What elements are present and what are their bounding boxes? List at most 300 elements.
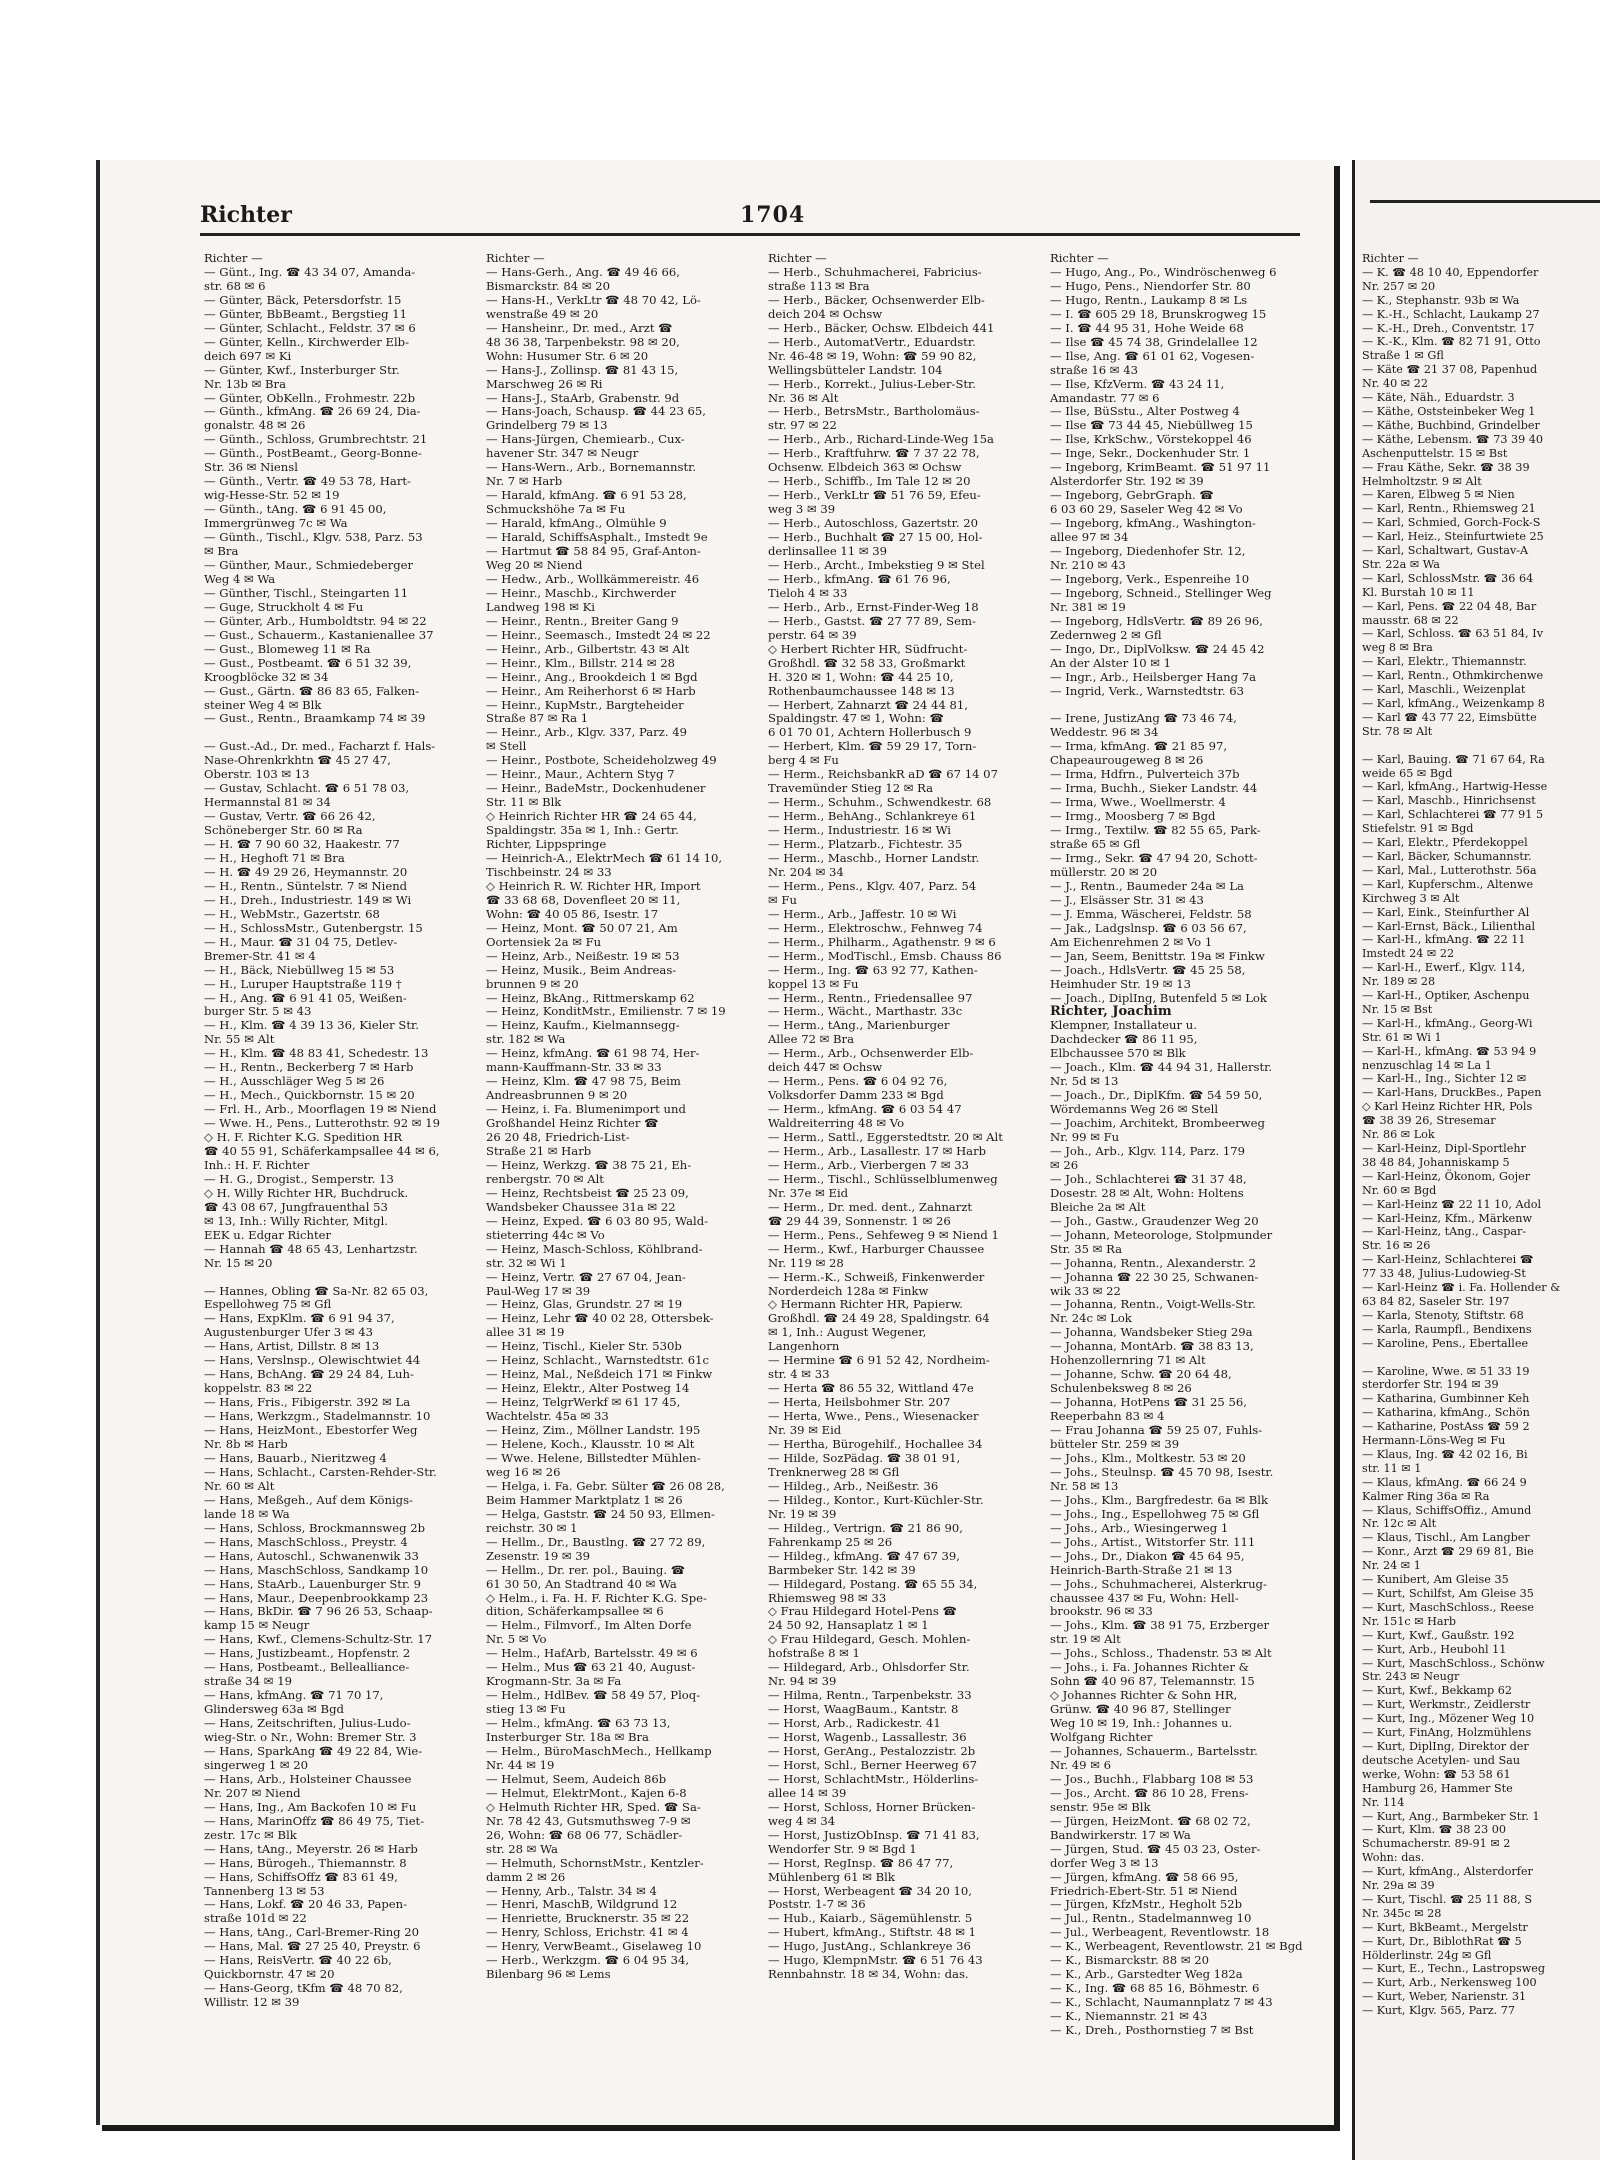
directory-entry-line: Travemünder Stieg 12 ✉ Ra	[768, 781, 934, 796]
directory-entry-line: Ochsenw. Elbdeich 363 ✉ Ochsw	[768, 460, 962, 475]
directory-entry-line: — Herb., Korrekt., Julius-Leber-Str.	[768, 376, 977, 391]
adjacent-entry-line: — Karl, kfmAng., Hartwig-Hesse	[1362, 780, 1548, 794]
directory-entry-line: 26, Wohn: ☎ 68 06 77, Schädler-	[486, 1827, 683, 1842]
adjacent-entry-line: — Kurt, kfmAng., Alsterdorfer	[1362, 1865, 1533, 1879]
directory-entry-line: — Hans, Justizbeamt., Hopfenstr. 2	[204, 1646, 411, 1661]
directory-entry-line: deich 447 ✉ Ochsw	[768, 1060, 883, 1075]
directory-entry-line: — Helene, Koch., Klausstr. 10 ✉ Alt	[486, 1437, 695, 1452]
directory-entry-line: — Herm., Platzarb., Fichtestr. 35	[768, 837, 963, 852]
directory-entry-line: — Herm., Sattl., Eggerstedtstr. 20 ✉ Alt	[768, 1130, 1003, 1145]
directory-entry-line: — Hans-H., VerkLtr ☎ 48 70 42, Lö-	[486, 292, 701, 307]
directory-entry-line: stieterring 44c ✉ Vo	[486, 1227, 605, 1242]
directory-entry-line: Weddestr. 96 ✉ 34	[1050, 725, 1159, 740]
directory-entry-line: — Günth., tAng. ☎ 6 91 45 00,	[204, 502, 387, 517]
directory-entry-line: Hohenzollernring 71 ✉ Alt	[1050, 1353, 1206, 1368]
directory-entry-line: Insterburger Str. 18a ✉ Bra	[486, 1730, 649, 1745]
directory-entry-line: allee 14 ✉ 39	[768, 1785, 847, 1800]
adjacent-entry-line: — Karl, kfmAng., Weizenkamp 8	[1362, 697, 1545, 710]
directory-entry-line: Oberstr. 103 ✉ 13	[204, 767, 310, 782]
directory-entry-line: Wellingsbütteler Landstr. 104	[768, 362, 943, 377]
directory-entry-line: — Gustav, Vertr. ☎ 66 26 42,	[204, 809, 376, 824]
directory-entry-line: — Heinz, Werkzg. ☎ 38 75 21, Eh-	[486, 1157, 692, 1172]
directory-entry-line: Str. 36 ✉ Niensl	[204, 460, 298, 475]
directory-entry-line: — Heinz, Kaufm., Kielmannsegg-	[486, 1018, 680, 1033]
directory-entry-line: — Frau Johanna ☎ 59 25 07, Fuhls-	[1050, 1423, 1263, 1438]
adjacent-entry-line: — Karla, Stenoty, Stiftstr. 68	[1362, 1308, 1524, 1322]
directory-entry-line: Nr. 210 ✉ 43	[1050, 557, 1126, 572]
directory-entry-line: ✉ 13, Inh.: Willy Richter, Mitgl.	[204, 1213, 388, 1228]
directory-entry-line: — Hansheinr., Dr. med., Arzt ☎	[486, 320, 673, 335]
directory-entry-line: — Ingeborg, Diedenhofer Str. 12,	[1050, 544, 1246, 559]
directory-entry-line: Straße 21 ✉ Harb	[486, 1144, 592, 1158]
header-rule	[200, 233, 1300, 236]
directory-entry-line: Rennbahnstr. 18 ✉ 34, Wohn: das.	[768, 1967, 969, 1982]
adjacent-entry-line	[1362, 1351, 1600, 1365]
directory-entry-line: damm 2 ✉ 26	[486, 1869, 566, 1884]
adjacent-entry-line: Nr. 24 ✉ 1	[1362, 1559, 1421, 1573]
directory-entry-line: Schöneberger Str. 60 ✉ Ra	[204, 823, 363, 838]
directory-entry-line: — Helm., kfmAng. ☎ 63 73 13,	[486, 1716, 671, 1731]
directory-entry-line: Bilenbarg 96 ✉ Lems	[486, 1967, 611, 1982]
adjacent-entry-line: — Karl, Bauing. ☎ 71 67 64, Ra	[1362, 752, 1545, 766]
directory-entry-line: ◇ Heinrich Richter HR ☎ 24 65 44,	[486, 809, 697, 824]
directory-entry-line: Tannenberg 13 ✉ 53	[204, 1883, 325, 1898]
adjacent-entry-line: — Karl, Rentn., Othmkirchenwe	[1362, 669, 1544, 683]
directory-entry-line: — J., Rentn., Baumeder 24a ✉ La	[1050, 878, 1244, 893]
directory-entry-line: — H., SchlossMstr., Gutenbergstr. 15	[204, 920, 423, 935]
directory-entry-line: — Henriette, Brucknerstr. 35 ✉ 22	[486, 1911, 690, 1926]
directory-entry-line: — Günth., Vertr. ☎ 49 53 78, Hart-	[204, 474, 411, 489]
directory-entry-line: — Horst, Schl., Berner Heerweg 67	[768, 1757, 978, 1772]
directory-entry-line: — Inge, Sekr., Dockenhuder Str. 1	[1050, 446, 1251, 461]
directory-column-1	[204, 252, 466, 2072]
directory-entry-line: — Johanna ☎ 22 30 25, Schwanen-	[1050, 1269, 1259, 1284]
adjacent-entry-line: — Kurt, Klm. ☎ 38 23 00	[1362, 1823, 1506, 1837]
adjacent-entry-line: weide 65 ✉ Bgd	[1362, 766, 1453, 780]
directory-entry-line: — Heinz, Mal., Neßdeich 171 ✉ Finkw	[486, 1367, 713, 1382]
directory-entry-line: — Günt., Ing. ☎ 43 34 07, Amanda-	[204, 264, 416, 279]
left-margin	[0, 0, 96, 2177]
directory-entry-line: — Hans, SchiffsOffz ☎ 83 61 49,	[204, 1869, 398, 1884]
adjacent-entry-line: — Kurt, Klgv. 565, Parz. 77	[1362, 2004, 1515, 2018]
adjacent-entry-line: Nr. 60 ✉ Bgd	[1362, 1183, 1437, 1197]
directory-entry-line: str. 28 ✉ Wa	[486, 1841, 558, 1856]
adjacent-entry-line: — Karl-H., Ewerf., Klgv. 114,	[1362, 961, 1526, 975]
adjacent-entry-line: — Kurt, Arb., Nerkensweg 100	[1362, 1976, 1537, 1990]
directory-entry-line: — Hans, Zeitschriften, Julius-Ludo-	[204, 1716, 411, 1731]
directory-entry-line: — H., Mech., Quickbornstr. 15 ✉ 20	[204, 1088, 415, 1103]
directory-column-4	[1050, 252, 1312, 2072]
directory-entry-line: 61 30 50, An Stadtrand 40 ✉ Wa	[486, 1576, 677, 1591]
directory-entry-line: — Hildeg., Vertrign. ☎ 21 86 90,	[768, 1520, 963, 1535]
directory-entry-line: — Horst, WaagBaum., Kantstr. 8	[768, 1702, 959, 1717]
directory-entry-line: — Heinr., Maschb., Kirchwerder	[486, 585, 676, 600]
adjacent-entry-line: — Karoline, Wwe. ✉ 51 33 19	[1362, 1364, 1530, 1378]
directory-entry-line: Nr. 13b ✉ Bra	[204, 376, 287, 391]
directory-entry-line: — Ilse, BüSstu., Alter Postweg 4	[1050, 404, 1240, 419]
directory-entry-line: — Gustav, Schlacht. ☎ 6 51 78 03,	[204, 781, 410, 796]
directory-entry-line: allee 31 ✉ 19	[486, 1325, 565, 1340]
adjacent-entry-line: — Karl, Maschb., Hinrichsenst	[1362, 794, 1536, 808]
directory-entry-line: 26 20 48, Friedrich-List-	[486, 1130, 630, 1145]
directory-entry-line: — Gust., Schauerm., Kastanienallee 37	[204, 627, 434, 642]
directory-entry-line: Tieloh 4 ✉ 33	[768, 585, 848, 600]
directory-entry-line: Nr. 5 ✉ Vo	[486, 1632, 547, 1647]
directory-entry-line: ◇ Herbert Richter HR, Südfrucht-	[768, 641, 968, 656]
directory-entry-line: Kroogblöcke 32 ✉ 34	[204, 669, 329, 684]
directory-entry-line: — Herb., Buchhalt ☎ 27 15 00, Hol-	[768, 530, 983, 545]
directory-entry-line: — Herb., Schuhmacherei, Fabricius-	[768, 264, 982, 279]
directory-entry-line: — Irma, Hdfrn., Pulverteich 37b	[1050, 767, 1240, 782]
directory-entry-line: — Irma, kfmAng. ☎ 21 85 97,	[1050, 739, 1228, 754]
directory-entry-line: — H. ☎ 7 90 60 32, Haakestr. 77	[204, 837, 400, 852]
directory-entry-line: straße 113 ✉ Bra	[768, 278, 870, 293]
directory-entry-line: — Hans, ReisVertr. ☎ 40 22 6b,	[204, 1953, 392, 1968]
directory-entry-line: reichstr. 30 ✉ 1	[486, 1520, 578, 1535]
adjacent-page-column	[1362, 252, 1600, 2018]
directory-entry-line: — Ingo, Dr., DiplVolksw. ☎ 24 45 42	[1050, 641, 1265, 656]
directory-entry-line: Hermannstal 81 ✉ 34	[204, 795, 331, 810]
directory-entry-line: Wolfgang Richter	[1050, 1730, 1153, 1745]
directory-entry-line: — Hans, BkDir. ☎ 7 96 26 53, Schaap-	[204, 1604, 433, 1619]
directory-entry-line: — I. ☎ 605 29 18, Brunskrogweg 15	[1050, 306, 1267, 321]
directory-entry-line: Willistr. 12 ✉ 39	[204, 1995, 300, 2010]
adjacent-entry-line: weg 8 ✉ Bra	[1362, 641, 1433, 655]
adjacent-entry-line: — Karl-Heinz, Dipl-Sportlehr	[1362, 1142, 1526, 1155]
directory-entry-line: 6 01 70 01, Achtern Hollerbusch 9	[768, 725, 972, 740]
directory-entry-line: Rhiemsweg 98 ✉ 33	[768, 1590, 887, 1605]
directory-entry-line: — Hans, Kwf., Clemens-Schultz-Str. 17	[204, 1632, 432, 1647]
directory-entry-line: — K., Ing. ☎ 68 85 16, Böhmestr. 6	[1050, 1981, 1260, 1996]
directory-entry-line: — Hans, Fris., Fibigerstr. 392 ✉ La	[204, 1395, 411, 1410]
directory-entry-line: — Ingeborg, GebrGraph. ☎	[1050, 488, 1214, 503]
adjacent-entry-line: — K. ☎ 48 10 40, Eppendorfer	[1362, 265, 1539, 279]
directory-entry-line: Glindersweg 63a ✉ Bgd	[204, 1702, 344, 1717]
directory-entry-line: Oortensiek 2a ✉ Fu	[486, 934, 602, 949]
directory-entry-line: — Helm., BüroMaschMech., Hellkamp	[486, 1743, 712, 1758]
directory-entry-line: — Gust., Rentn., Braamkamp 74 ✉ 39	[204, 711, 426, 726]
directory-entry-line: Richter, Joachim	[1050, 1004, 1172, 1020]
directory-entry-line: — Hans-Wern., Arb., Bornemannstr.	[486, 460, 697, 475]
directory-entry-line: — Hans-Joach, Schausp. ☎ 44 23 65,	[486, 404, 706, 419]
directory-entry-line: Trenknerweg 28 ✉ Gfl	[768, 1464, 900, 1479]
adjacent-entry-line: Hermann-Löns-Weg ✉ Fu	[1362, 1434, 1506, 1448]
directory-entry-line: — Hans, Schlacht., Carsten-Rehder-Str.	[204, 1464, 437, 1479]
directory-entry-line: — Hubert, kfmAng., Stiftstr. 48 ✉ 1	[768, 1925, 977, 1940]
adjacent-entry-line: Nr. 29a ✉ 39	[1362, 1879, 1435, 1893]
adjacent-entry-line: — Kurt, MaschSchloss., Reese	[1362, 1600, 1534, 1614]
adjacent-entry-line: — Karl, Rentn., Rhiemsweg 21	[1362, 502, 1536, 516]
directory-entry-line: Großhdl. ☎ 32 58 33, Großmarkt	[768, 655, 966, 670]
directory-entry-line: — Herbert, Klm. ☎ 59 29 17, Torn-	[768, 739, 977, 754]
directory-entry-line: — Heinrich-A., ElektrMech ☎ 61 14 10,	[486, 850, 723, 865]
directory-entry-line: Weg 10 ✉ 19, Inh.: Johannes u.	[1050, 1716, 1233, 1731]
directory-entry-line: Nr. 44 ✉ 19	[486, 1757, 555, 1772]
directory-entry-line: — Ingeborg, Schneid., Stellinger Weg	[1050, 585, 1272, 600]
directory-entry-line: — Harald, SchiffsAsphalt., Imstedt 9e	[486, 530, 708, 545]
directory-entry-line: — Heinr., Ang., Brookdeich 1 ✉ Bgd	[486, 669, 698, 684]
directory-entry-line: — Frl. H., Arb., Moorflagen 19 ✉ Niend	[204, 1102, 437, 1117]
directory-entry-line: mann-Kauffmann-Str. 33 ✉ 33	[486, 1060, 662, 1075]
adjacent-entry-line: — Kurt, Ang., Barmbeker Str. 1	[1362, 1809, 1540, 1823]
adjacent-entry-line: — Käthe, Oststeinbeker Weg 1	[1362, 404, 1536, 418]
directory-entry-line: — Heinz, Rechtsbeist ☎ 25 23 09,	[486, 1185, 689, 1200]
directory-entry-line: — Ilse, Ang. ☎ 61 01 62, Vogesen-	[1050, 348, 1255, 363]
adjacent-entry-line: — Karl, SchlossMstr. ☎ 36 64	[1362, 571, 1534, 585]
adjacent-entry-line: — Karl-H., kfmAng., Georg-Wi	[1362, 1016, 1533, 1030]
adjacent-entry-line: — Klaus, Ing. ☎ 42 02 16, Bi	[1362, 1447, 1528, 1461]
directory-entry-line: — Heinr., Arb., Klgv. 337, Parz. 49	[486, 725, 687, 740]
directory-entry-line: dition, Schäferkampsallee ✉ 6	[486, 1604, 664, 1619]
directory-entry-line: — Günter, Kwf., Insterburger Str.	[204, 362, 400, 377]
directory-entry-line: — Hedw., Arb., Wollkämmereistr. 46	[486, 571, 700, 586]
directory-entry-line: — Heinz, Klm. ☎ 47 98 75, Beim	[486, 1074, 681, 1089]
directory-entry-line: — Henry, VerwBeamt., Giselaweg 10	[486, 1939, 702, 1954]
directory-entry-line: derlinsallee 11 ✉ 39	[768, 544, 887, 559]
directory-entry-line: Bremer-Str. 41 ✉ 4	[204, 948, 316, 963]
directory-entry-line: — Herm., kfmAng. ☎ 6 03 54 47	[768, 1102, 962, 1117]
directory-entry-line: — Herta, Wwe., Pens., Wiesenacker	[768, 1409, 979, 1424]
directory-entry-line: — Herm., Elektroschw., Fehnweg 74	[768, 920, 983, 935]
running-title: Richter	[200, 202, 292, 228]
adjacent-entry-line: — Konr., Arzt ☎ 29 69 81, Bie	[1362, 1545, 1534, 1559]
directory-entry-line: — Hans, Arb., Holsteiner Chaussee	[204, 1771, 412, 1786]
directory-entry-line: — Hans, SparkAng ☎ 49 22 84, Wie-	[204, 1743, 423, 1758]
directory-entry-line: str. 32 ✉ Wi 1	[486, 1255, 567, 1270]
adjacent-entry-line: — Katharine, PostAss ☎ 59 2	[1362, 1420, 1530, 1434]
directory-entry-line: — Ingeborg, kfmAng., Washington-	[1050, 516, 1256, 531]
adjacent-entry-line: — Karl, Elektr., Thiemannstr.	[1362, 655, 1527, 669]
adjacent-entry-line: — Karl-H., kfmAng. ☎ 53 94 9	[1362, 1044, 1537, 1058]
directory-entry-line: Wendorfer Str. 9 ✉ Bgd 1	[768, 1841, 917, 1856]
adjacent-entry-line: — Karl-Heinz, Kfm., Märkenw	[1362, 1211, 1533, 1225]
directory-entry-line: — Harald, kfmAng., Olmühle 9	[486, 516, 667, 531]
directory-entry-line: — Herta, Heilsbohmer Str. 207	[768, 1395, 951, 1410]
directory-entry-line: — Hans-J., Zollinsp. ☎ 81 43 15,	[486, 362, 679, 377]
directory-entry-line: — Herb., AutomatVertr., Eduardstr.	[768, 334, 976, 349]
directory-entry-line: — Irmg., Textilw. ☎ 82 55 65, Park-	[1050, 823, 1261, 838]
adjacent-entry-line: — Kurt, Kwf., Gaußstr. 192	[1362, 1628, 1515, 1642]
adjacent-entry-line: Hölderlinstr. 24g ✉ Gfl	[1362, 1948, 1492, 1962]
directory-entry-line: Nr. 19 ✉ 39	[768, 1506, 837, 1521]
directory-entry-line: — Jos., Buchh., Flabbarg 108 ✉ 53	[1050, 1771, 1254, 1786]
adjacent-entry-line: — Kurt, Weber, Narienstr. 31	[1362, 1990, 1527, 2004]
directory-entry-line: — Hildeg., kfmAng. ☎ 47 67 39,	[768, 1548, 960, 1563]
directory-entry-line: Wandsbeker Chaussee 31a ✉ 22	[486, 1199, 676, 1214]
directory-entry-line: — Ilse ☎ 73 44 45, Niebüllweg 15	[1050, 418, 1253, 433]
directory-entry-line: ◇ Hermann Richter HR, Papierw.	[768, 1297, 963, 1312]
directory-entry-line: — Herb., Arb., Richard-Linde-Weg 15a	[768, 432, 994, 447]
directory-entry-line: — Hartmut ☎ 58 84 95, Graf-Anton-	[486, 544, 701, 559]
adjacent-entry-line: — Frau Käthe, Sekr. ☎ 38 39	[1362, 460, 1530, 474]
directory-entry-line: Spaldingstr. 35a ✉ 1, Inh.: Gertr.	[486, 823, 679, 838]
directory-entry-line: — Johanna, Rentn., Voigt-Wells-Str.	[1050, 1297, 1256, 1312]
directory-entry-line: — Johs., Klm., Moltkestr. 53 ✉ 20	[1050, 1450, 1246, 1465]
directory-entry-line: — Herm., Pens., Sehfeweg 9 ✉ Niend 1	[768, 1227, 999, 1242]
directory-entry-line: Nr. 94 ✉ 39	[768, 1674, 837, 1689]
directory-entry-line: — Hildegard, Postang. ☎ 65 55 34,	[768, 1576, 978, 1591]
directory-entry-line: — Heinr., Maur., Achtern Styg 7	[486, 767, 675, 782]
directory-entry-line: 24 50 92, Hansaplatz 1 ✉ 1	[768, 1618, 929, 1633]
directory-entry-line	[204, 1271, 466, 1285]
directory-entry-line: — Harald, kfmAng. ☎ 6 91 53 28,	[486, 488, 687, 503]
directory-entry-line: Str. 11 ✉ Blk	[486, 795, 562, 810]
directory-entry-line: — Herm., ReichsbankR aD ☎ 67 14 07	[768, 767, 998, 782]
directory-entry-line: — Helm., Mus ☎ 63 21 40, August-	[486, 1660, 696, 1675]
adjacent-entry-line: Nr. 15 ✉ Bst	[1362, 1002, 1433, 1016]
directory-entry-line: — Herm., Pens., Klgv. 407, Parz. 54	[768, 878, 977, 893]
directory-entry-line: — Irmg., Moosberg 7 ✉ Bgd	[1050, 809, 1216, 824]
directory-column-3	[768, 252, 1030, 2072]
directory-entry-line: — Jürgen, HeizMont. ☎ 68 02 72,	[1050, 1813, 1251, 1828]
directory-entry-line: — Hannes, Obling ☎ Sa-Nr. 82 65 03,	[204, 1283, 429, 1298]
directory-entry-line: — Horst, GerAng., Pestalozzistr. 2b	[768, 1743, 976, 1758]
directory-entry-line: ☎ 33 68 68, Dovenfleet 20 ✉ 11,	[486, 892, 681, 907]
directory-entry-line: — Horst, Arb., Radickestr. 41	[768, 1716, 941, 1731]
adjacent-entry-line: — Kurt, Werkmstr., Zeidlerstr	[1362, 1698, 1531, 1712]
adjacent-entry-line: — Karl-H., kfmAng. ☎ 22 11	[1362, 933, 1526, 947]
directory-entry-line: — Johanne, Schw. ☎ 20 64 48,	[1050, 1367, 1232, 1382]
adjacent-entry-line: Nr. 189 ✉ 28	[1362, 975, 1436, 989]
directory-entry-line: singerweg 1 ✉ 20	[204, 1757, 309, 1772]
directory-entry-line: — Hans, Lokf. ☎ 20 46 33, Papen-	[204, 1897, 408, 1912]
directory-entry-line: — H., Klm. ☎ 48 83 41, Schedestr. 13	[204, 1046, 429, 1061]
directory-entry-line: — Herta ☎ 86 55 32, Wittland 47e	[768, 1381, 974, 1396]
directory-entry-line: wenstraße 49 ✉ 20	[486, 306, 599, 321]
adjacent-entry-line: Str. 61 ✉ Wi 1	[1362, 1030, 1442, 1044]
directory-entry-line: straße 65 ✉ Gfl	[1050, 837, 1141, 852]
directory-entry-line: — Jos., Archt. ☎ 86 10 28, Frens-	[1050, 1785, 1249, 1800]
directory-entry-line: — Horst, Wagenb., Lassallestr. 36	[768, 1730, 967, 1745]
directory-entry-line: ◇ H. Willy Richter HR, Buchdruck.	[204, 1185, 409, 1200]
directory-entry-line: — Hellm., Dr. rer. pol., Bauing. ☎	[486, 1562, 686, 1577]
directory-entry-line: — Heinz, TelgrWerkf ✉ 61 17 45,	[486, 1395, 681, 1410]
adjacent-entry-line: Nr. 40 ✉ 22	[1362, 377, 1428, 391]
directory-entry-line: — Herm., Maschb., Horner Landstr.	[768, 850, 980, 865]
directory-entry-line: — Helmut, Seem, Audeich 86b	[486, 1771, 667, 1786]
adjacent-entry-line: — Karl-Ernst, Bäck., Lilienthal	[1362, 919, 1536, 933]
directory-entry-line: — Herb., kfmAng. ☎ 61 76 96,	[768, 571, 951, 586]
directory-entry-line: — Herb., Schiffb., Im Tale 12 ✉ 20	[768, 474, 971, 489]
directory-entry-line: bütteler Str. 259 ✉ 39	[1050, 1437, 1180, 1452]
directory-entry-line: brookstr. 96 ✉ 33	[1050, 1604, 1153, 1619]
directory-entry-line: — H., Luruper Hauptstraße 119 †	[204, 976, 402, 991]
directory-entry-line: — Jürgen, Stud. ☎ 45 03 23, Oster-	[1050, 1841, 1261, 1856]
directory-entry-line: — Joachim, Architekt, Brombeerweg	[1050, 1116, 1265, 1131]
adjacent-entry-line: nenzuschlag 14 ✉ La 1	[1362, 1058, 1492, 1072]
directory-entry-line: chaussee 437 ✉ Fu, Wohn: Hell-	[1050, 1590, 1239, 1605]
directory-entry-line: — Ingrid, Verk., Warnstedtstr. 63	[1050, 683, 1244, 698]
directory-entry-line: Nr. 49 ✉ 6	[1050, 1757, 1111, 1772]
directory-entry-line: — Hans, Ing., Am Backofen 10 ✉ Fu	[204, 1799, 417, 1814]
directory-entry-line: — Heinr., Rentn., Breiter Gang 9	[486, 613, 679, 628]
directory-entry-line: — Hans, Bauarb., Nieritzweg 4	[204, 1450, 387, 1465]
directory-entry-line: — Hans, MaschSchloss., Preystr. 4	[204, 1534, 408, 1549]
directory-entry-line: deich 204 ✉ Ochsw	[768, 306, 883, 321]
adjacent-entry-line: deutsche Acetylen- und Sau	[1362, 1753, 1521, 1767]
directory-entry-line: ◇ Heinrich R. W. Richter HR, Import	[486, 878, 701, 893]
directory-entry-line: — Hans, Werkzgm., Stadelmannstr. 10	[204, 1409, 431, 1424]
directory-entry-line: Nase-Ohrenkrkhtn ☎ 45 27 47,	[204, 753, 391, 768]
directory-entry-line: — Johs., Arb., Wiesingerweg 1	[1050, 1520, 1229, 1535]
adjacent-entry-line: Wohn: das.	[1362, 1851, 1425, 1865]
directory-entry-line: — Joh., Gastw., Graudenzer Weg 20	[1050, 1213, 1259, 1228]
directory-entry-line: — Günter, Schlacht., Feldstr. 37 ✉ 6	[204, 320, 416, 335]
adjacent-entry-line: — K., Stephanstr. 93b ✉ Wa	[1362, 293, 1520, 307]
directory-entry-line: wieg-Str. o Nr., Wohn: Bremer Str. 3	[204, 1730, 417, 1745]
directory-entry-line: — H., Bäck, Niebüllweg 15 ✉ 53	[204, 962, 395, 977]
directory-entry-line: — J. Emma, Wäscherei, Feldstr. 58	[1050, 906, 1252, 921]
directory-entry-line: straße 16 ✉ 43	[1050, 362, 1138, 377]
directory-entry-line: Straße 87 ✉ Ra 1	[486, 711, 589, 726]
directory-entry-line: — Hans, Mal. ☎ 27 25 40, Preystr. 6	[204, 1939, 421, 1954]
directory-entry-line: Nr. 58 ✉ 13	[1050, 1478, 1119, 1493]
directory-entry-line: — Heinr., KupMstr., Bargteheider	[486, 697, 684, 712]
directory-entry-line: — K., Niemannstr. 21 ✉ 43	[1050, 2009, 1208, 2024]
directory-entry-line: Nr. 15 ✉ 20	[204, 1255, 273, 1270]
directory-entry-line: Wohn: Husumer Str. 6 ✉ 20	[486, 348, 649, 363]
directory-entry-line: str. 68 ✉ 6	[204, 278, 266, 293]
directory-entry-line: havener Str. 347 ✉ Neugr	[486, 446, 639, 461]
adjacent-entry-line: — Kurt, Arb., Heubohl 11	[1362, 1642, 1507, 1656]
directory-entry-line: gonalstr. 48 ✉ 26	[204, 418, 306, 433]
adjacent-entry-line: 77 33 48, Julius-Ludowieg-St	[1362, 1267, 1526, 1281]
adjacent-entry-line: — Karl, Maschli., Weizenplat	[1362, 683, 1526, 697]
directory-entry-line: Bismarckstr. 84 ✉ 20	[486, 278, 610, 293]
adjacent-entry-line: — Klaus, SchiffsOffiz., Amund	[1362, 1503, 1532, 1517]
adjacent-entry-line	[1362, 739, 1600, 753]
directory-entry-line: hofstraße 8 ✉ 1	[768, 1646, 860, 1661]
directory-entry-line: — Johs., i. Fa. Johannes Richter &	[1050, 1660, 1249, 1675]
directory-entry-line: — J., Elsässer Str. 31 ✉ 43	[1050, 892, 1204, 907]
directory-entry-line: — Herm., Dr. med. dent., Zahnarzt	[768, 1199, 973, 1214]
directory-entry-line: — Herm., Pens. ☎ 6 04 92 76,	[768, 1074, 948, 1089]
directory-entry-line: — Hub., Kaiarb., Sägemühlenstr. 5	[768, 1911, 973, 1926]
directory-entry-line: ◇ Helmuth Richter HR, Sped. ☎ Sa-	[486, 1799, 701, 1814]
directory-entry-line: — Hildeg., Kontor., Kurt-Küchler-Str.	[768, 1492, 984, 1507]
directory-entry-line: — Johs., Klm. ☎ 38 91 75, Erzberger	[1050, 1618, 1270, 1633]
directory-entry-line: — Hugo, KlempnMstr. ☎ 6 51 76 43	[768, 1953, 983, 1968]
adjacent-entry-line: — K.-H., Dreh., Conventstr. 17	[1362, 321, 1535, 335]
directory-entry-line: — Joach., Klm. ☎ 44 94 31, Hallerstr.	[1050, 1060, 1273, 1075]
directory-entry-line: wig-Hesse-Str. 52 ✉ 19	[204, 488, 340, 503]
directory-entry-line: Nr. 46-48 ✉ 19, Wohn: ☎ 59 90 82,	[768, 348, 977, 363]
directory-entry-line: — K., Arb., Garstedter Weg 182a	[1050, 1967, 1243, 1982]
directory-entry-line: ◇ Helm., i. Fa. H. F. Richter K.G. Spe-	[486, 1590, 707, 1605]
directory-entry-line: — Ilse ☎ 45 74 38, Grindelallee 12	[1050, 334, 1258, 349]
directory-entry-line: Nr. 60 ✉ Alt	[204, 1478, 275, 1493]
directory-entry-line: ☎ 29 44 39, Sonnenstr. 1 ✉ 26	[768, 1213, 951, 1228]
directory-entry-line: — Helga, i. Fa. Gebr. Sülter ☎ 26 08 28,	[486, 1478, 725, 1493]
directory-entry-line: — Heinz, Zim., Möllner Landstr. 195	[486, 1423, 701, 1438]
directory-entry-line: — Jürgen, kfmAng. ☎ 58 66 95,	[1050, 1869, 1239, 1884]
directory-entry-line: — Hans, Schloss, Brockmannsweg 2b	[204, 1520, 425, 1535]
directory-entry-line: — Johannes, Schauerm., Bartelsstr.	[1050, 1743, 1258, 1758]
directory-entry-line: — Heinz, Elektr., Alter Postweg 14	[486, 1381, 690, 1396]
directory-entry-line: — Guge, Struckholt 4 ✉ Fu	[204, 599, 364, 614]
adjacent-entry-line: — Kurt, MaschSchloss., Schönw	[1362, 1656, 1545, 1670]
directory-entry-line: — Herb., Bäcker, Ochsenwerder Elb-	[768, 292, 985, 307]
directory-entry-line: Nr. 37e ✉ Eid	[768, 1185, 849, 1200]
adjacent-entry-line: Stiefelstr. 91 ✉ Bgd	[1362, 822, 1474, 836]
directory-entry-line: Landweg 198 ✉ Ki	[486, 599, 595, 614]
adjacent-entry-line: Straße 1 ✉ Gfl	[1362, 349, 1444, 363]
directory-entry-line: brunnen 9 ✉ 20	[486, 976, 579, 991]
directory-entry-line: — Hans, Bürogeh., Thiemannstr. 8	[204, 1855, 407, 1870]
directory-entry-line: — Hildegard, Arb., Ohlsdorfer Str.	[768, 1660, 970, 1675]
directory-entry-line: Bleiche 2a ✉ Alt	[1050, 1199, 1146, 1214]
directory-entry-line: — Herb., Bäcker, Ochsw. Elbdeich 441	[768, 320, 995, 335]
